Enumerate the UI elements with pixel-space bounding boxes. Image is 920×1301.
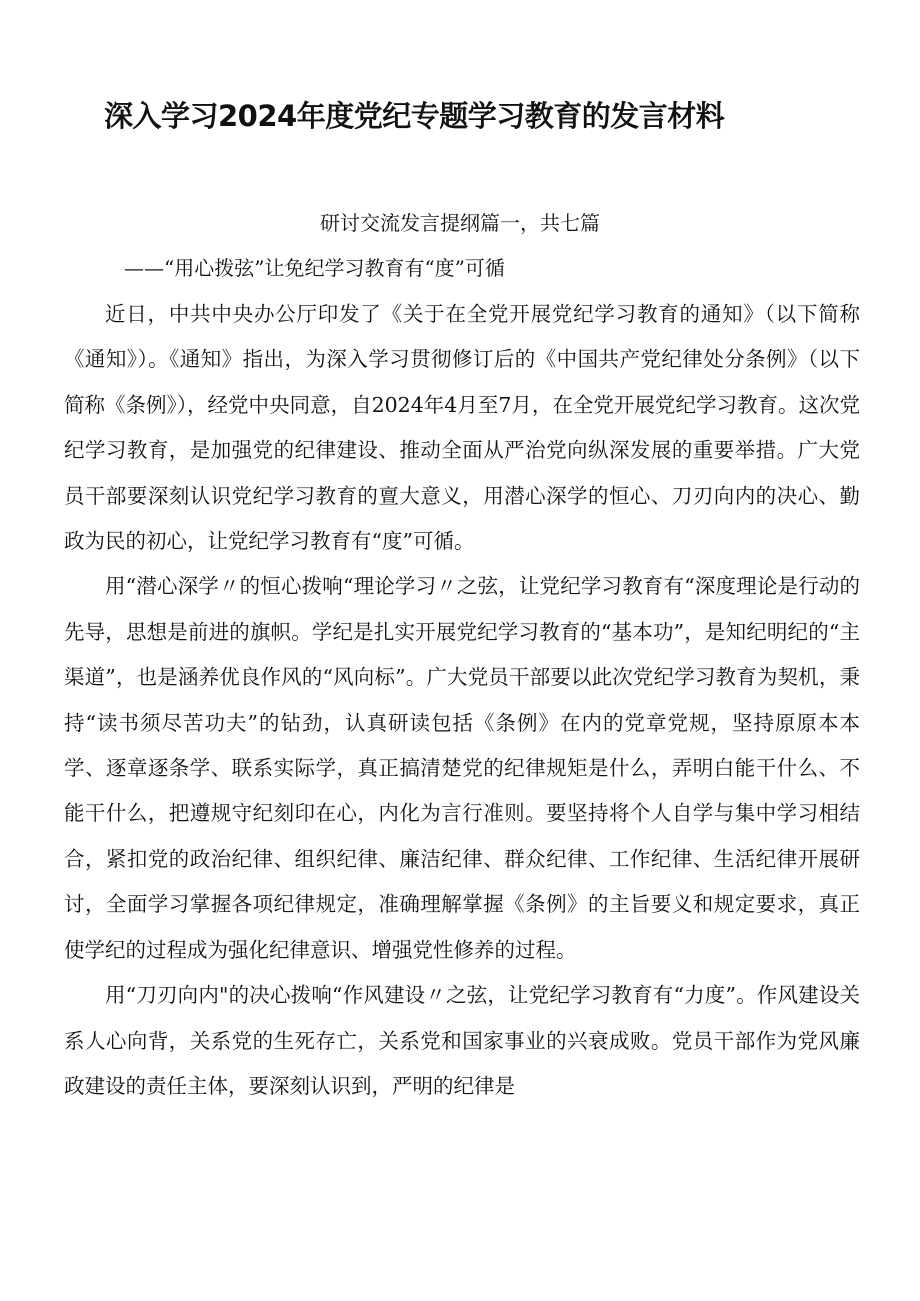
paragraph-work-style: 用“刀刃向内"的决心拨响“作风建设〃之弦，让党纪学习教育有“力度”。作风建设关系人心向背，关系党的生死存亡，关系党和国家事业的兴衰成败。党员干部作为党风廉政建设的责任主体，要深刻认识到，严明的纪律是 [64,983,860,1098]
document-title: 深入学习2024年度党纪专题学习教育的发言材料 [104,99,725,133]
document-body [64,292,860,1109]
document-tagline: ——“用心拨弦”让免纪学习教育有“度”可循 [124,256,505,280]
document-subtitle: 研讨交流发言提纲篇一，共七篇 [320,211,600,235]
paragraph-theory-study: 用“潜心深学〃的恒心拨响“理论学习〃之弦，让党纪学习教育有“深度理论是行动的先导，思想是前进的旗帜。学纪是扎实开展党纪学习教育的“基本功”，是知纪明纪的“主渠道”，也是涵养优良作风的“风向标”。广大党员干部要以此次党纪学习教育为契机，秉持“读书须尽苦功夫”的钻劲，认真研读包括《条例》在内的党章党规，坚持原原本本学、逐章逐条学、联系实际学，真正搞清楚党的纪律规矩是什么，弄明白能干什么、不能干什么，把遵规守纪刻印在心，内化为言行准则。要坚持将个人自学与集中学习相结合，紧扣党的政治纪律、组织纪律、廉洁纪律、群众纪律、工作纪律、生活纪律开展研讨，全面学习掌握各项纪律规定，准确理解掌握《条例》的主旨要义和规定要求，真正使学纪的过程成为强化纪律意识、增强党性修养的过程。 [64,574,860,962]
paragraph-intro: 近日，中共中央办公厅印发了《关于在全党开展党纪学习教育的通知》（以下简称《通知》）。《通知》指出，为深入学习贯彻修订后的《中国共产党纪律处分条例》（以下简称《条例》），经党中央同意，自2024年4月至7月，在全党开展党纪学习教育。这次党纪学习教育，是加强党的纪律建设、推动全面从严治党向纵深发展的重要举措。广大党员干部要深刻认识党纪学习教育的亶大意义，用潜心深学的恒心、刀刃向内的决心、勤政为民的初心，让党纪学习教育有“度”可循。 [64,302,860,554]
